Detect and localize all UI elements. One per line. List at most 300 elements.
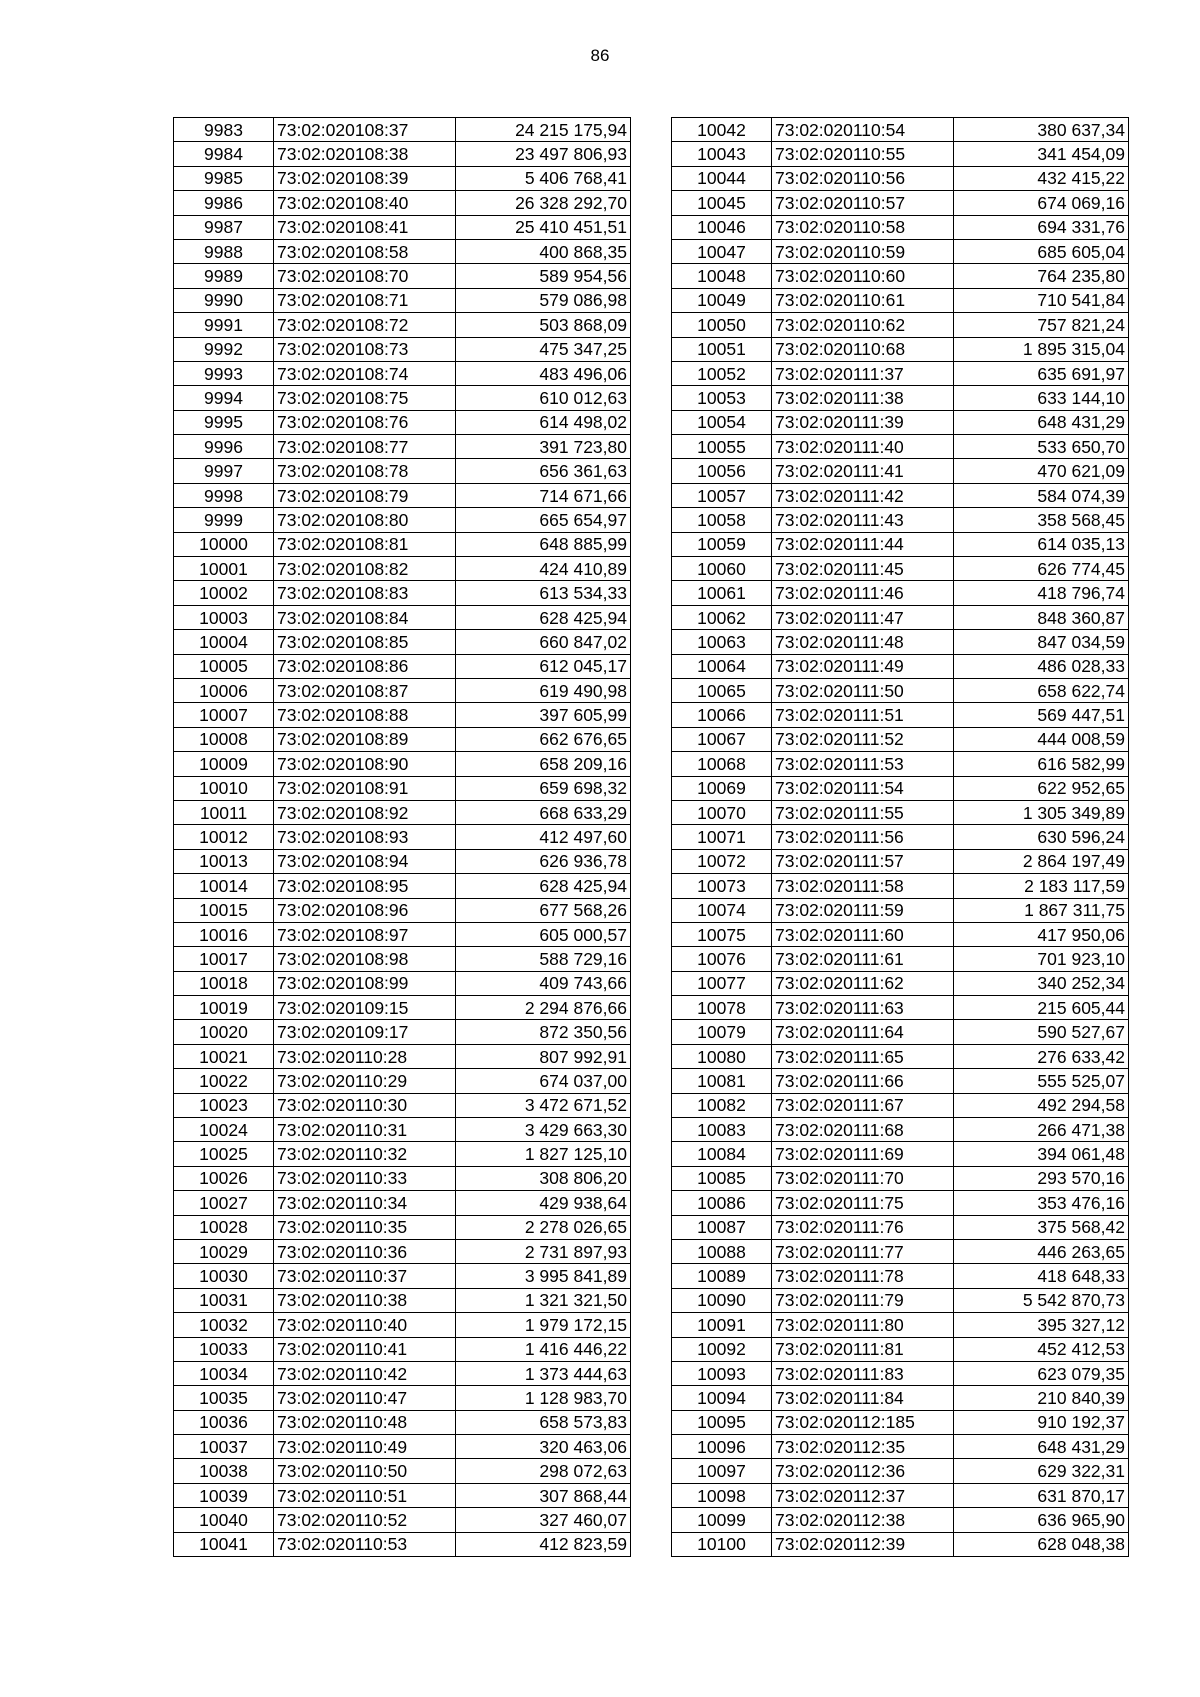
table-row — [672, 1215, 1129, 1239]
cadastral-number-cell: 73:02:020108:93 — [274, 825, 456, 849]
row-number-cell: 9993 — [174, 361, 274, 385]
row-number-cell: 10013 — [174, 849, 274, 873]
table-row — [672, 678, 1129, 702]
value-cell: 701 923,10 — [954, 947, 1129, 971]
cadastral-number-cell: 73:02:020111:83 — [772, 1361, 954, 1385]
row-number-cell: 10041 — [174, 1532, 274, 1556]
cadastral-number-cell: 73:02:020111:44 — [772, 532, 954, 556]
value-cell: 588 729,16 — [456, 947, 631, 971]
cadastral-number-cell: 73:02:020108:87 — [274, 678, 456, 702]
cadastral-number-cell: 73:02:020111:38 — [772, 386, 954, 410]
page-number: 86 — [590, 46, 610, 65]
row-number-cell: 10082 — [672, 1093, 772, 1117]
cadastral-number-cell: 73:02:020110:55 — [772, 142, 954, 166]
cadastral-number-cell: 73:02:020112:185 — [772, 1410, 954, 1434]
row-number-cell: 10002 — [174, 581, 274, 605]
row-number-cell: 10047 — [672, 239, 772, 263]
cadastral-number-cell: 73:02:020108:74 — [274, 361, 456, 385]
cadastral-number-cell: 73:02:020108:92 — [274, 800, 456, 824]
value-cell: 307 868,44 — [456, 1483, 631, 1507]
table-row — [174, 1288, 631, 1312]
table-row — [174, 142, 631, 166]
row-number-cell: 10097 — [672, 1459, 772, 1483]
value-cell: 353 476,16 — [954, 1191, 1129, 1215]
value-cell: 674 037,00 — [456, 1069, 631, 1093]
table-row — [174, 166, 631, 190]
table-row — [174, 532, 631, 556]
row-number-cell: 10069 — [672, 776, 772, 800]
cadastral-number-cell: 73:02:020110:38 — [274, 1288, 456, 1312]
table-row — [174, 1264, 631, 1288]
value-cell: 677 568,26 — [456, 898, 631, 922]
table-row — [672, 1069, 1129, 1093]
table-row — [174, 947, 631, 971]
value-cell: 1 373 444,63 — [456, 1361, 631, 1385]
value-cell: 1 305 349,89 — [954, 800, 1129, 824]
cadastral-number-cell: 73:02:020110:47 — [274, 1386, 456, 1410]
value-cell: 614 498,02 — [456, 410, 631, 434]
table-row — [672, 191, 1129, 215]
row-number-cell: 10068 — [672, 752, 772, 776]
row-number-cell: 9988 — [174, 239, 274, 263]
row-number-cell: 10011 — [174, 800, 274, 824]
table-row — [672, 239, 1129, 263]
cadastral-number-cell: 73:02:020111:55 — [772, 800, 954, 824]
table-row — [672, 800, 1129, 824]
value-cell: 409 743,66 — [456, 971, 631, 995]
row-number-cell: 10077 — [672, 971, 772, 995]
row-number-cell: 10007 — [174, 703, 274, 727]
value-cell: 610 012,63 — [456, 386, 631, 410]
table-row — [174, 678, 631, 702]
value-cell: 630 596,24 — [954, 825, 1129, 849]
cadastral-number-cell: 73:02:020112:38 — [772, 1508, 954, 1532]
row-number-cell: 10060 — [672, 557, 772, 581]
value-cell: 626 936,78 — [456, 849, 631, 873]
table-row — [174, 825, 631, 849]
value-cell: 210 840,39 — [954, 1386, 1129, 1410]
cadastral-number-cell: 73:02:020110:34 — [274, 1191, 456, 1215]
value-cell: 2 731 897,93 — [456, 1239, 631, 1263]
table-row — [672, 435, 1129, 459]
row-number-cell: 10021 — [174, 1044, 274, 1068]
cadastral-number-cell: 73:02:020110:56 — [772, 166, 954, 190]
value-cell: 3 995 841,89 — [456, 1264, 631, 1288]
row-number-cell: 10087 — [672, 1215, 772, 1239]
row-number-cell: 10022 — [174, 1069, 274, 1093]
table-row — [174, 1142, 631, 1166]
table-row — [174, 898, 631, 922]
value-cell: 569 447,51 — [954, 703, 1129, 727]
table-row — [174, 483, 631, 507]
row-number-cell: 10042 — [672, 118, 772, 142]
row-number-cell: 10024 — [174, 1118, 274, 1142]
row-number-cell: 10072 — [672, 849, 772, 873]
value-cell: 418 796,74 — [954, 581, 1129, 605]
value-cell: 492 294,58 — [954, 1093, 1129, 1117]
cadastral-number-cell: 73:02:020111:75 — [772, 1191, 954, 1215]
table-row — [174, 410, 631, 434]
value-cell: 848 360,87 — [954, 605, 1129, 629]
cadastral-number-cell: 73:02:020108:58 — [274, 239, 456, 263]
table-row — [672, 215, 1129, 239]
cadastral-table-left — [173, 117, 631, 1557]
cadastral-number-cell: 73:02:020110:29 — [274, 1069, 456, 1093]
cadastral-number-cell: 73:02:020111:77 — [772, 1239, 954, 1263]
row-number-cell: 10026 — [174, 1166, 274, 1190]
value-cell: 340 252,34 — [954, 971, 1129, 995]
value-cell: 327 460,07 — [456, 1508, 631, 1532]
value-cell: 635 691,97 — [954, 361, 1129, 385]
value-cell: 380 637,34 — [954, 118, 1129, 142]
table-row — [174, 1191, 631, 1215]
value-cell: 616 582,99 — [954, 752, 1129, 776]
cadastral-number-cell: 73:02:020111:62 — [772, 971, 954, 995]
value-cell: 662 676,65 — [456, 727, 631, 751]
cadastral-number-cell: 73:02:020108:98 — [274, 947, 456, 971]
cadastral-number-cell: 73:02:020111:70 — [772, 1166, 954, 1190]
cadastral-number-cell: 73:02:020112:35 — [772, 1435, 954, 1459]
cadastral-number-cell: 73:02:020111:46 — [772, 581, 954, 605]
row-number-cell: 10090 — [672, 1288, 772, 1312]
table-body — [672, 118, 1129, 1557]
table-row — [174, 971, 631, 995]
cadastral-number-cell: 73:02:020110:54 — [772, 118, 954, 142]
row-number-cell: 10080 — [672, 1044, 772, 1068]
table-row — [672, 971, 1129, 995]
row-number-cell: 10086 — [672, 1191, 772, 1215]
value-cell: 1 128 983,70 — [456, 1386, 631, 1410]
row-number-cell: 10027 — [174, 1191, 274, 1215]
table-row — [672, 557, 1129, 581]
row-number-cell: 10056 — [672, 459, 772, 483]
row-number-cell: 10070 — [672, 800, 772, 824]
cadastral-number-cell: 73:02:020112:37 — [772, 1483, 954, 1507]
value-cell: 215 605,44 — [954, 996, 1129, 1020]
value-cell: 276 633,42 — [954, 1044, 1129, 1068]
row-number-cell: 10028 — [174, 1215, 274, 1239]
value-cell: 589 954,56 — [456, 264, 631, 288]
cadastral-number-cell: 73:02:020110:42 — [274, 1361, 456, 1385]
table-row — [174, 1459, 631, 1483]
table-row — [672, 288, 1129, 312]
value-cell: 3 429 663,30 — [456, 1118, 631, 1142]
table-row — [174, 361, 631, 385]
value-cell: 293 570,16 — [954, 1166, 1129, 1190]
table-row — [174, 313, 631, 337]
cadastral-number-cell: 73:02:020111:64 — [772, 1020, 954, 1044]
table-row — [672, 849, 1129, 873]
row-number-cell: 10012 — [174, 825, 274, 849]
cadastral-number-cell: 73:02:020108:86 — [274, 654, 456, 678]
value-cell: 628 425,94 — [456, 605, 631, 629]
cadastral-number-cell: 73:02:020110:37 — [274, 1264, 456, 1288]
value-cell: 533 650,70 — [954, 435, 1129, 459]
value-cell: 626 774,45 — [954, 557, 1129, 581]
row-number-cell: 10005 — [174, 654, 274, 678]
row-number-cell: 10034 — [174, 1361, 274, 1385]
value-cell: 648 885,99 — [456, 532, 631, 556]
row-number-cell: 10031 — [174, 1288, 274, 1312]
row-number-cell: 10067 — [672, 727, 772, 751]
table-row — [174, 752, 631, 776]
row-number-cell: 10057 — [672, 483, 772, 507]
row-number-cell: 10085 — [672, 1166, 772, 1190]
cadastral-number-cell: 73:02:020112:36 — [772, 1459, 954, 1483]
table-row — [174, 605, 631, 629]
row-number-cell: 10089 — [672, 1264, 772, 1288]
row-number-cell: 9990 — [174, 288, 274, 312]
value-cell: 429 938,64 — [456, 1191, 631, 1215]
cadastral-number-cell: 73:02:020111:57 — [772, 849, 954, 873]
cadastral-number-cell: 73:02:020108:83 — [274, 581, 456, 605]
row-number-cell: 9992 — [174, 337, 274, 361]
value-cell: 631 870,17 — [954, 1483, 1129, 1507]
cadastral-number-cell: 73:02:020110:49 — [274, 1435, 456, 1459]
table-row — [672, 1142, 1129, 1166]
value-cell: 757 821,24 — [954, 313, 1129, 337]
cadastral-number-cell: 73:02:020111:39 — [772, 410, 954, 434]
table-row — [174, 288, 631, 312]
row-number-cell: 10098 — [672, 1483, 772, 1507]
cadastral-number-cell: 73:02:020108:73 — [274, 337, 456, 361]
row-number-cell: 10009 — [174, 752, 274, 776]
value-cell: 619 490,98 — [456, 678, 631, 702]
cadastral-number-cell: 73:02:020111:78 — [772, 1264, 954, 1288]
row-number-cell: 10063 — [672, 630, 772, 654]
value-cell: 2 278 026,65 — [456, 1215, 631, 1239]
table-row — [672, 1044, 1129, 1068]
row-number-cell: 10051 — [672, 337, 772, 361]
cadastral-number-cell: 73:02:020108:75 — [274, 386, 456, 410]
table-row — [672, 1239, 1129, 1263]
table-row — [672, 703, 1129, 727]
row-number-cell: 10099 — [672, 1508, 772, 1532]
value-cell: 658 209,16 — [456, 752, 631, 776]
row-number-cell: 9987 — [174, 215, 274, 239]
cadastral-number-cell: 73:02:020108:40 — [274, 191, 456, 215]
value-cell: 25 410 451,51 — [456, 215, 631, 239]
value-cell: 590 527,67 — [954, 1020, 1129, 1044]
table-row — [672, 1508, 1129, 1532]
value-cell: 1 416 446,22 — [456, 1337, 631, 1361]
row-number-cell: 9994 — [174, 386, 274, 410]
cadastral-number-cell: 73:02:020110:30 — [274, 1093, 456, 1117]
value-cell: 623 079,35 — [954, 1361, 1129, 1385]
cadastral-number-cell: 73:02:020108:81 — [274, 532, 456, 556]
cadastral-number-cell: 73:02:020108:76 — [274, 410, 456, 434]
value-cell: 764 235,80 — [954, 264, 1129, 288]
cadastral-number-cell: 73:02:020111:69 — [772, 1142, 954, 1166]
row-number-cell: 10074 — [672, 898, 772, 922]
row-number-cell: 10001 — [174, 557, 274, 581]
table-row — [672, 776, 1129, 800]
value-cell: 5 542 870,73 — [954, 1288, 1129, 1312]
row-number-cell: 10066 — [672, 703, 772, 727]
cadastral-number-cell: 73:02:020111:60 — [772, 922, 954, 946]
row-number-cell: 9983 — [174, 118, 274, 142]
table-row — [174, 1166, 631, 1190]
row-number-cell: 9996 — [174, 435, 274, 459]
table-row — [672, 1191, 1129, 1215]
cadastral-number-cell: 73:02:020111:66 — [772, 1069, 954, 1093]
row-number-cell: 10030 — [174, 1264, 274, 1288]
value-cell: 5 406 768,41 — [456, 166, 631, 190]
row-number-cell: 10014 — [174, 874, 274, 898]
row-number-cell: 10016 — [174, 922, 274, 946]
value-cell: 628 425,94 — [456, 874, 631, 898]
value-cell: 24 215 175,94 — [456, 118, 631, 142]
cadastral-number-cell: 73:02:020109:17 — [274, 1020, 456, 1044]
table-row — [174, 874, 631, 898]
cadastral-number-cell: 73:02:020108:84 — [274, 605, 456, 629]
table-row — [174, 239, 631, 263]
row-number-cell: 10049 — [672, 288, 772, 312]
table-row — [174, 264, 631, 288]
cadastral-number-cell: 73:02:020111:76 — [772, 1215, 954, 1239]
row-number-cell: 10046 — [672, 215, 772, 239]
table-row — [672, 947, 1129, 971]
value-cell: 486 028,33 — [954, 654, 1129, 678]
cadastral-number-cell: 73:02:020110:32 — [274, 1142, 456, 1166]
value-cell: 412 497,60 — [456, 825, 631, 849]
value-cell: 658 622,74 — [954, 678, 1129, 702]
table-row — [672, 459, 1129, 483]
cadastral-number-cell: 73:02:020110:58 — [772, 215, 954, 239]
table-row — [174, 1410, 631, 1434]
table-row — [174, 459, 631, 483]
row-number-cell: 10092 — [672, 1337, 772, 1361]
value-cell: 444 008,59 — [954, 727, 1129, 751]
table-row — [672, 1093, 1129, 1117]
cadastral-number-cell: 73:02:020110:40 — [274, 1313, 456, 1337]
cadastral-number-cell: 73:02:020111:61 — [772, 947, 954, 971]
value-cell: 2 864 197,49 — [954, 849, 1129, 873]
cadastral-number-cell: 73:02:020110:28 — [274, 1044, 456, 1068]
table-row — [174, 703, 631, 727]
table-row — [174, 1386, 631, 1410]
table-row — [174, 1215, 631, 1239]
row-number-cell: 10033 — [174, 1337, 274, 1361]
cadastral-number-cell: 73:02:020108:95 — [274, 874, 456, 898]
value-cell: 446 263,65 — [954, 1239, 1129, 1263]
table-row — [672, 996, 1129, 1020]
value-cell: 298 072,63 — [456, 1459, 631, 1483]
row-number-cell: 10017 — [174, 947, 274, 971]
cadastral-number-cell: 73:02:020108:80 — [274, 508, 456, 532]
table-row — [672, 264, 1129, 288]
value-cell: 2 294 876,66 — [456, 996, 631, 1020]
row-number-cell: 10064 — [672, 654, 772, 678]
value-cell: 394 061,48 — [954, 1142, 1129, 1166]
row-number-cell: 10061 — [672, 581, 772, 605]
cadastral-number-cell: 73:02:020108:96 — [274, 898, 456, 922]
row-number-cell: 10052 — [672, 361, 772, 385]
row-number-cell: 10032 — [174, 1313, 274, 1337]
table-row — [174, 654, 631, 678]
table-row — [672, 752, 1129, 776]
value-cell: 266 471,38 — [954, 1118, 1129, 1142]
value-cell: 1 321 321,50 — [456, 1288, 631, 1312]
row-number-cell: 10075 — [672, 922, 772, 946]
row-number-cell: 10081 — [672, 1069, 772, 1093]
row-number-cell: 10008 — [174, 727, 274, 751]
value-cell: 424 410,89 — [456, 557, 631, 581]
cadastral-number-cell: 73:02:020110:61 — [772, 288, 954, 312]
cadastral-number-cell: 73:02:020111:37 — [772, 361, 954, 385]
table-row — [672, 1483, 1129, 1507]
row-number-cell: 10095 — [672, 1410, 772, 1434]
value-cell: 665 654,97 — [456, 508, 631, 532]
value-cell: 614 035,13 — [954, 532, 1129, 556]
cadastral-number-cell: 73:02:020111:43 — [772, 508, 954, 532]
table-row — [174, 386, 631, 410]
value-cell: 1 979 172,15 — [456, 1313, 631, 1337]
value-cell: 658 573,83 — [456, 1410, 631, 1434]
cadastral-number-cell: 73:02:020111:47 — [772, 605, 954, 629]
row-number-cell: 10003 — [174, 605, 274, 629]
value-cell: 375 568,42 — [954, 1215, 1129, 1239]
row-number-cell: 10029 — [174, 1239, 274, 1263]
table-row — [174, 1483, 631, 1507]
value-cell: 659 698,32 — [456, 776, 631, 800]
row-number-cell: 9991 — [174, 313, 274, 337]
table-row — [672, 727, 1129, 751]
cadastral-number-cell: 73:02:020111:54 — [772, 776, 954, 800]
row-number-cell: 10093 — [672, 1361, 772, 1385]
cadastral-number-cell: 73:02:020111:79 — [772, 1288, 954, 1312]
table-row — [672, 654, 1129, 678]
value-cell: 807 992,91 — [456, 1044, 631, 1068]
cadastral-number-cell: 73:02:020108:78 — [274, 459, 456, 483]
table-row — [672, 1264, 1129, 1288]
row-number-cell: 10050 — [672, 313, 772, 337]
table-row — [672, 1386, 1129, 1410]
table-row — [672, 166, 1129, 190]
row-number-cell: 9986 — [174, 191, 274, 215]
cadastral-number-cell: 73:02:020108:79 — [274, 483, 456, 507]
cadastral-number-cell: 73:02:020108:91 — [274, 776, 456, 800]
cadastral-table-right — [671, 117, 1129, 1557]
cadastral-number-cell: 73:02:020109:15 — [274, 996, 456, 1020]
row-number-cell: 10055 — [672, 435, 772, 459]
row-number-cell: 10040 — [174, 1508, 274, 1532]
value-cell: 391 723,80 — [456, 435, 631, 459]
table-row — [672, 142, 1129, 166]
row-number-cell: 10073 — [672, 874, 772, 898]
table-row — [174, 996, 631, 1020]
table-row — [672, 1337, 1129, 1361]
table-row — [672, 874, 1129, 898]
value-cell: 694 331,76 — [954, 215, 1129, 239]
row-number-cell: 10053 — [672, 386, 772, 410]
row-number-cell: 10023 — [174, 1093, 274, 1117]
value-cell: 910 192,37 — [954, 1410, 1129, 1434]
table-row — [174, 1532, 631, 1556]
row-number-cell: 10088 — [672, 1239, 772, 1263]
value-cell: 648 431,29 — [954, 410, 1129, 434]
row-number-cell: 10006 — [174, 678, 274, 702]
value-cell: 1 895 315,04 — [954, 337, 1129, 361]
row-number-cell: 10091 — [672, 1313, 772, 1337]
table-row — [174, 557, 631, 581]
row-number-cell: 10000 — [174, 532, 274, 556]
value-cell: 605 000,57 — [456, 922, 631, 946]
value-cell: 612 045,17 — [456, 654, 631, 678]
table-row — [672, 1313, 1129, 1337]
cadastral-number-cell: 73:02:020110:41 — [274, 1337, 456, 1361]
cadastral-number-cell: 73:02:020108:97 — [274, 922, 456, 946]
